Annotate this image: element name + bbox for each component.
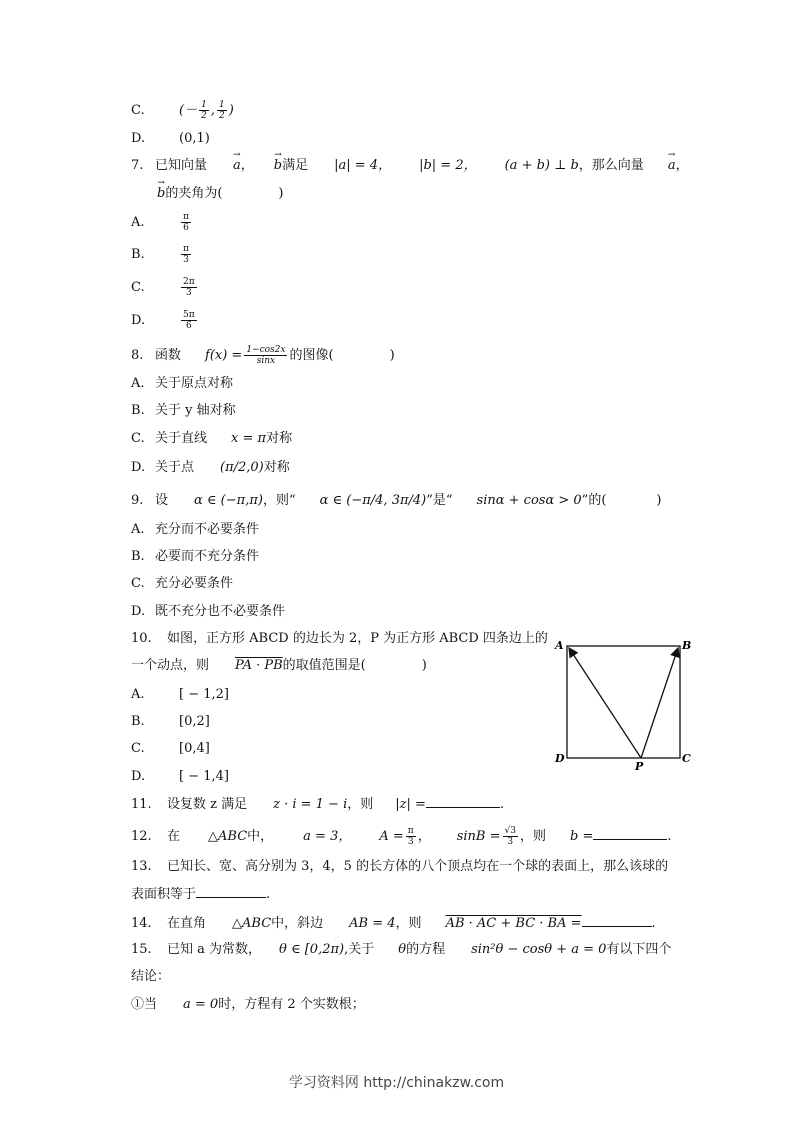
label-d: D (555, 752, 565, 765)
option-text: 对称 (266, 431, 293, 446)
q14-stem-1: 在直角 (167, 916, 207, 931)
period: . (667, 829, 672, 844)
q14-stem-3: ，则 (395, 916, 422, 931)
option-text: [ − 1,4] (179, 769, 229, 784)
period: . (651, 916, 656, 931)
q10-stem-1: 如图，正方形 ABCD 的边长为 2，P 为正方形 ABCD 四条边上的 (167, 631, 548, 646)
comma: ， (417, 829, 431, 844)
option-label: C. (131, 280, 145, 295)
option-text: 必要而不充分条件 (155, 549, 260, 564)
label-b: B (682, 639, 692, 652)
q6-option-c (131, 100, 234, 121)
period: . (499, 797, 505, 812)
q15-item1-text2: 时，方程有 2 个实数根； (218, 997, 365, 1012)
q15-math1: θ ∈ [0,2π) (279, 942, 345, 957)
q7-option-a (131, 212, 193, 233)
option-label: B. (131, 549, 145, 564)
q12-stem-3: ，则 (519, 829, 546, 844)
q11-math2: |z| = (395, 797, 426, 812)
option-label: A. (131, 522, 145, 537)
option-text: 关于点 (155, 460, 195, 475)
q13-stem-2: 表面积等于 (131, 887, 197, 902)
option-label: A. (131, 215, 145, 230)
option-fraction: $\frac{\pi}{6}$ (183, 212, 189, 233)
q7-option-b (131, 244, 193, 265)
question-number: 11. (131, 797, 152, 812)
option-text: [0,2] (179, 714, 210, 729)
q15-stem-2: ,关于 (344, 942, 375, 957)
label-c: C (682, 752, 691, 765)
q9-option-d (131, 603, 285, 621)
vector-a: → a (233, 157, 241, 175)
option-label: C. (131, 741, 145, 756)
q15-item1-math: a = 0 (183, 997, 219, 1012)
q12-math4: sinB = (456, 829, 501, 844)
q15-stem-cont (131, 968, 170, 986)
vector-b: → b (157, 185, 165, 203)
q7-option-c (131, 277, 199, 298)
q8-stem (131, 345, 395, 366)
q12-stem (131, 826, 671, 847)
option-text: [ − 1,2] (179, 687, 229, 702)
option-label: C. (131, 103, 145, 118)
question-number: 15. (131, 942, 152, 957)
q8-stem-1: 函数 (155, 348, 182, 363)
q12-math3: A = (379, 829, 404, 844)
q15-item-1 (131, 996, 365, 1014)
answer-blank (426, 795, 500, 808)
option-fraction: $\frac{5\pi}{6}$ (183, 310, 195, 331)
q13-stem-1: 已知长、宽、高分别为 3，4，5 的长方体的八个顶点均在一个球的表面上，那么该球的 (167, 859, 669, 874)
q15-item1-text: ①当 (131, 997, 158, 1012)
option-text: 充分而不必要条件 (155, 522, 260, 537)
q12-math2: a = 3， (303, 829, 352, 844)
option-text: 对称 (263, 460, 290, 475)
q10-option-c (131, 740, 210, 758)
q9-math3: sinα + cosα > 0 (476, 493, 582, 508)
label-a: A (555, 639, 564, 652)
q8-fraction: $\frac{1-\cos 2x}{\sin x}$ (246, 345, 286, 366)
vector-a: → a (668, 157, 676, 175)
option-text: (0,1) (179, 131, 210, 146)
q15-stem-4: 有以下四个 (606, 942, 672, 957)
q9-option-c (131, 575, 233, 593)
question-number: 8. (131, 348, 144, 363)
q12-math1: △ABC (208, 829, 248, 844)
q9-math2: α ∈ (−π/4, 3π/4) (319, 493, 427, 508)
q12-stem-1: 在 (167, 829, 181, 844)
q13-stem-cont (131, 885, 270, 904)
q14-math3: AB · AC + BC · BA = (445, 916, 582, 931)
q9-stem-4: ”的( (581, 493, 607, 508)
option-text: 充分必要条件 (155, 576, 234, 591)
question-number: 14. (131, 916, 152, 931)
q10-option-b (131, 713, 210, 731)
q11-math: z · i = 1 − i (273, 797, 348, 812)
q7-stem-1: 已知向量 (155, 158, 208, 173)
option-label: C. (131, 431, 145, 446)
q8-option-d (131, 459, 290, 477)
comma: ， (675, 158, 689, 173)
q15-stem (131, 941, 671, 959)
q10-stem-cont (131, 657, 427, 675)
q12-math5: b = (569, 829, 594, 844)
option-label: B. (131, 247, 145, 262)
close-paren: ) (656, 493, 662, 508)
option-label: A. (131, 687, 145, 702)
q6-option-d (131, 130, 210, 148)
q12-fraction: $\frac{\pi}{3}$ (407, 826, 414, 847)
q11-stem-1: 设复数 z 满足 (167, 797, 248, 812)
option-text: 既不充分也不必要条件 (155, 604, 286, 619)
q10-stem (131, 630, 548, 648)
q7-cond1: |a| = 4， (334, 158, 392, 173)
q7-option-d (131, 310, 199, 331)
square-outline (567, 646, 680, 758)
option-label: D. (131, 460, 146, 475)
option-label: D. (131, 313, 146, 328)
q8-option-c (131, 430, 292, 448)
square-abcd-figure (553, 636, 693, 770)
question-number: 9. (131, 493, 144, 508)
q8-option-a (131, 375, 233, 393)
option-text: (－ $\frac{1}{2}$ , $\frac{1}{2}$ ) (179, 100, 234, 121)
q15-stem-1: 已知 a 为常数， (167, 942, 262, 957)
answer-blank (582, 914, 652, 927)
option-math: x = π (231, 431, 267, 446)
option-label: A. (131, 376, 145, 391)
q8-stem-2: 的图像( (289, 348, 334, 363)
q10-stem-2: 一个动点，则 (131, 658, 210, 673)
label-p: P (635, 760, 644, 770)
q14-stem (131, 914, 656, 933)
q7-stem-3: 的夹角为( (165, 186, 223, 201)
q14-math2: AB = 4 (349, 916, 396, 931)
option-math: (π/2,0) (220, 460, 264, 475)
q11-stem (131, 795, 504, 814)
q7-stem-cont (157, 185, 283, 203)
q15-stem-3: 的方程 (406, 942, 446, 957)
option-label: B. (131, 403, 145, 418)
q13-stem (131, 858, 668, 876)
option-fraction: $\frac{2\pi}{3}$ (183, 277, 195, 298)
q10-stem-3: 的取值范围是( (282, 658, 366, 673)
q10-option-a (131, 686, 229, 704)
option-fraction: $\frac{\pi}{3}$ (183, 244, 189, 265)
question-number: 10. (131, 631, 152, 646)
question-number: 12. (131, 829, 152, 844)
question-number: 13. (131, 859, 152, 874)
q12-fraction2: $\frac{√3}{3}$ (504, 826, 516, 847)
q9-option-a (131, 521, 259, 539)
q14-stem-2: 中，斜边 (271, 916, 324, 931)
q9-stem-2: ，则“ (262, 493, 296, 508)
q8-func: f(x) = (205, 348, 243, 363)
answer-blank (196, 885, 266, 898)
q9-math1: α ∈ (−π,π) (194, 493, 263, 508)
q7-stem-2: ，那么向量 (578, 158, 644, 173)
period: . (266, 887, 271, 902)
q7-cond3: (a + b) ⊥ b (504, 158, 579, 173)
option-text: [0,4] (179, 741, 210, 756)
close-paren: ) (278, 186, 284, 201)
footer-watermark: 学习资料网 http://chinakzw.com (288, 1075, 505, 1091)
q14-math1: △ABC (232, 916, 272, 931)
vector-pa (569, 648, 641, 758)
q7-cond2: |b| = 2， (419, 158, 477, 173)
option-label: D. (131, 604, 146, 619)
q10-option-d (131, 768, 229, 786)
option-text: 关于 y 轴对称 (155, 403, 236, 418)
q9-stem (131, 492, 661, 510)
vector-b: → b (274, 157, 282, 175)
q12-stem-2: 中， (247, 829, 274, 844)
q15-stem-5: 结论： (131, 969, 171, 984)
q7-satisfy: 满足 (282, 158, 309, 173)
comma: ， (240, 158, 254, 173)
option-label: B. (131, 714, 145, 729)
q15-math2: θ (398, 942, 407, 957)
q7-stem (131, 157, 689, 175)
q9-stem-3: ”是“ (426, 493, 453, 508)
q11-stem-2: ，则 (347, 797, 374, 812)
q8-option-b (131, 402, 236, 420)
question-number: 7. (131, 158, 144, 173)
vector-pb (641, 648, 678, 758)
option-text: 关于直线 (155, 431, 208, 446)
option-text: 关于原点对称 (155, 376, 234, 391)
option-label: D. (131, 131, 146, 146)
close-paren: ) (421, 658, 427, 673)
q9-option-b (131, 548, 259, 566)
option-label: C. (131, 576, 145, 591)
option-label: D. (131, 769, 146, 784)
q9-stem-1: 设 (155, 493, 169, 508)
q15-math3: sin²θ − cosθ + a = 0 (471, 942, 607, 957)
close-paren: ) (389, 348, 395, 363)
answer-blank (593, 827, 667, 840)
q10-math: PA · PB (235, 658, 283, 673)
